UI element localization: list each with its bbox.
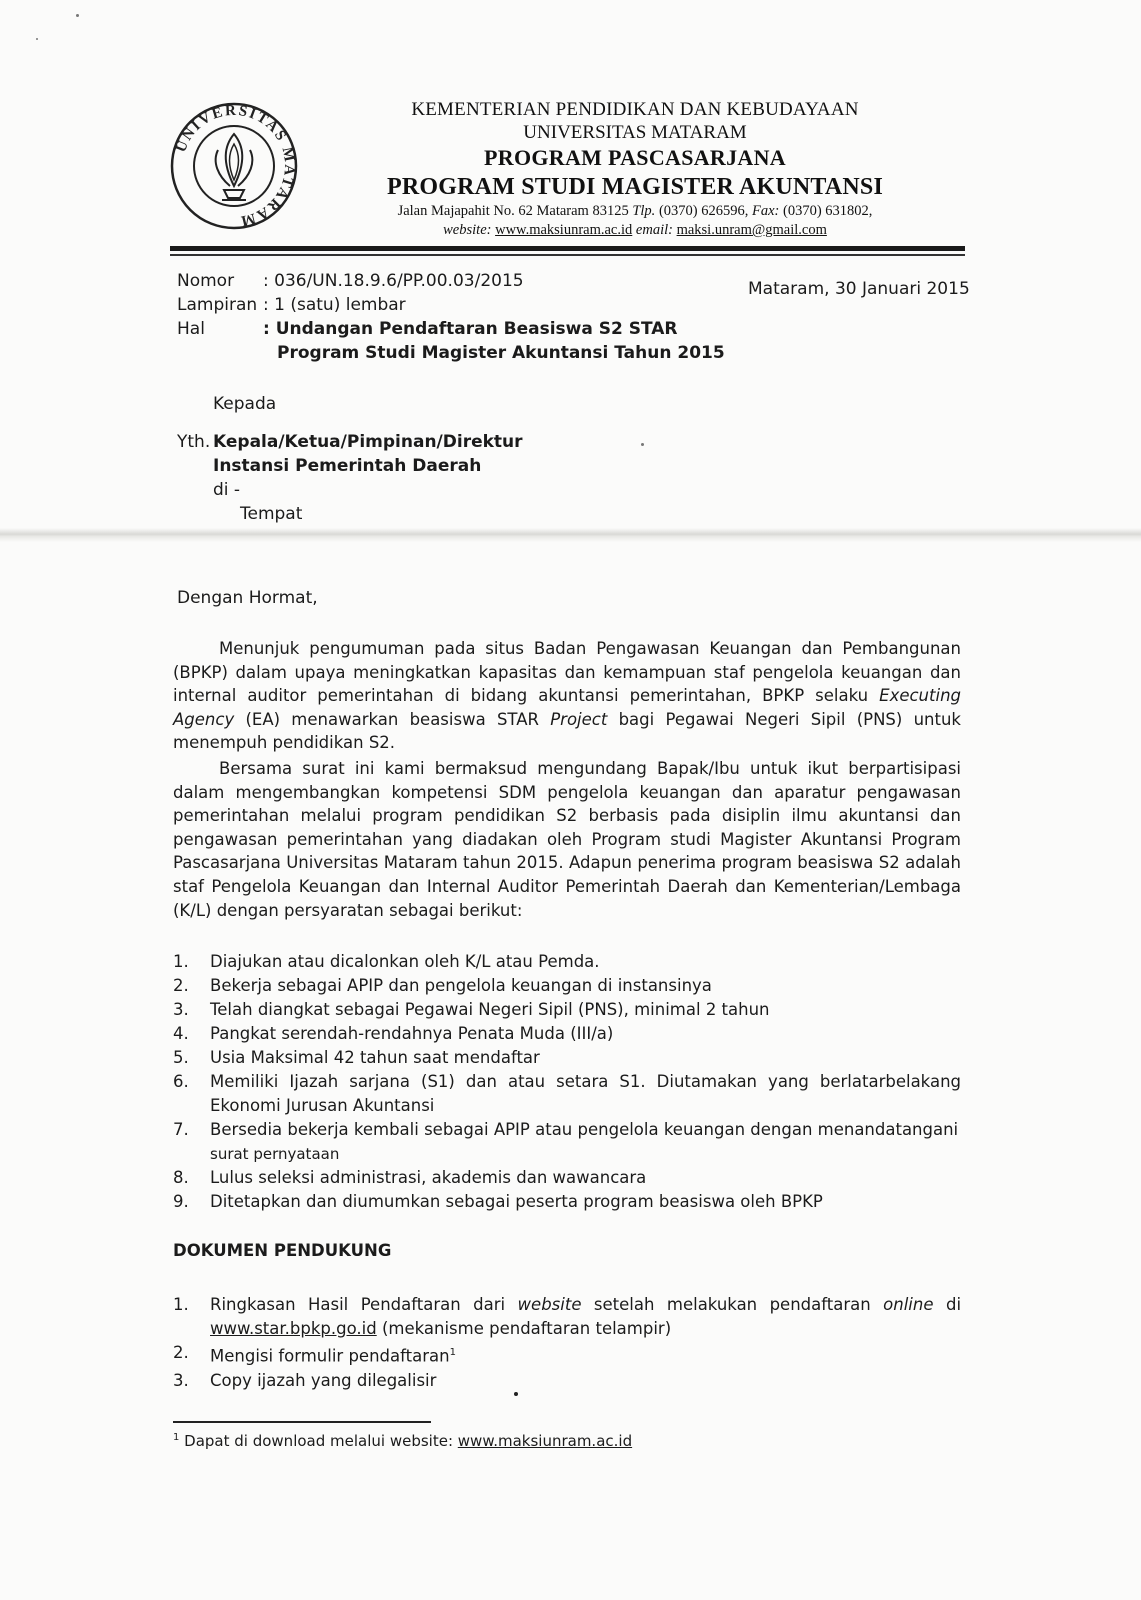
nomor-label: Nomor <box>177 271 235 291</box>
address-line <box>355 202 915 221</box>
p2-text: Bersama surat ini kami bermaksud mengundang Bapak/Ibu untuk ikut berpartisipasi dalam mengembangkan kompetensi SDM pengelola keuangan dan aparatur pengawasan pemerintahan melalui program pendidikan S2 berbasis pada disiplin ilmu akuntansi dan pengawasan pemerintahan yang diadakan oleh Program studi Magister Akuntansi Program Pascasarjana Universitas Mataram tahun 2015. Adapun penerima program beasiswa S2 adalah staf Pengelola Keuangan dan Internal Auditor Pemerintah Daerah dan Kementerian/Lembaga (K/L) dengan persyaratan sebagai berikut: <box>173 759 961 920</box>
tlp: (0370) 626596, <box>658 203 749 219</box>
list-item: 7. Bersedia bekerja kembali sebagai APIP atau pengelola keuangan dengan menandatangani surat pernyataan <box>173 1120 959 1163</box>
email-link[interactable]: maksi.unram@gmail.com <box>676 222 827 238</box>
kepada: Kepada <box>213 394 277 414</box>
scan-speck <box>641 443 644 446</box>
scan-speck <box>76 14 79 17</box>
contact-line <box>355 221 915 240</box>
recipient-place: Tempat <box>240 504 303 524</box>
lampiran-value: : 1 (satu) lembar <box>263 295 406 315</box>
email-label: email: <box>635 222 673 238</box>
list-item: 6. Memiliki Ijazah sarjana (S1) dan atau setara S1. Diutamakan yang berlatarbelakang Ekonomi Jurusan Akuntansi <box>173 1072 961 1115</box>
hal-value-line1: : Undangan Pendaftaran Beasiswa S2 STAR <box>263 319 678 339</box>
svg-text:UNIVERSITAS MATARAM: UNIVERSITAS MATARAM <box>173 102 298 230</box>
list-item: 5. Usia Maksimal 42 tahun saat mendaftar <box>173 1048 540 1067</box>
study-program-name: PROGRAM STUDI MAGISTER AKUNTANSI <box>386 174 883 200</box>
p1-text-executing-agency: Executing Agency <box>173 686 961 729</box>
letter-date: Mataram, 30 Januari 2015 <box>748 279 970 299</box>
yth: Yth. <box>177 432 211 452</box>
list-item: 1. Diajukan atau dicalonkan oleh K/L atau Pemda. <box>173 952 600 971</box>
footnote <box>173 1432 632 1450</box>
list-item: 4. Pangkat serendah-rendahnya Penata Muda (III/a) <box>173 1024 614 1043</box>
university-name: UNIVERSITAS MATARAM <box>523 122 747 143</box>
program-name: PROGRAM PASCASARJANA <box>484 145 786 170</box>
list-item: 8. Lulus seleksi administrasi, akademis dan wawancara <box>173 1168 647 1187</box>
documents-heading: DOKUMEN PENDUKUNG <box>173 1241 392 1260</box>
footnote-mark: 1 <box>173 1432 180 1443</box>
tlp-label: Tlp. <box>632 203 656 219</box>
website-link[interactable]: www.maksiunram.ac.id <box>495 222 633 238</box>
p1-text-a: Menunjuk pengumuman pada situs Badan Pengawasan Keuangan dan Pembangunan (BPKP) dalam upaya meningkatkan kapasitas dan kemampuan staf pengelola keuangan dan internal auditor pemerintahan di bidang akuntansi pemerintahan, BPKP selaku <box>173 639 961 706</box>
list-item: 2. Bekerja sebagai APIP dan pengelola keuangan di instansinya <box>173 976 712 995</box>
letterhead-divider-thin <box>170 254 965 256</box>
fax: (0370) 631802, <box>782 203 873 219</box>
university-seal-icon <box>168 100 300 232</box>
scan-speck <box>514 1392 518 1396</box>
fax-label: Fax: <box>751 203 780 219</box>
list-item: 3. Copy ijazah yang dilegalisir <box>173 1370 437 1390</box>
address: Jalan Majapahit No. 62 Mataram 83125 <box>397 203 629 219</box>
salutation: Dengan Hormat, <box>177 588 318 608</box>
paragraph-1 <box>173 637 961 755</box>
recipient-di: di - <box>213 480 241 500</box>
p1-text-c: (EA) menawarkan beasiswa STAR <box>245 709 539 729</box>
paper-fold-shadow <box>0 528 1141 542</box>
website-label: website: <box>443 222 492 238</box>
list-item: 3. Telah diangkat sebagai Pegawai Negeri Sipil (PNS), minimal 2 tahun <box>173 1000 770 1019</box>
letterhead-divider <box>170 246 965 251</box>
star-bpkp-link[interactable]: www.star.bpkp.go.id <box>210 1319 377 1338</box>
hal-label: Hal <box>177 319 205 339</box>
footnote-divider <box>173 1421 431 1423</box>
scan-speck <box>36 38 38 40</box>
list-item: 9. Ditetapkan dan diumumkan sebagai peserta program beasiswa oleh BPKP <box>173 1192 823 1211</box>
hal-value-line2: Program Studi Magister Akuntansi Tahun 2015 <box>277 343 725 363</box>
recipient-title: Kepala/Ketua/Pimpinan/Direktur <box>213 432 523 452</box>
list-item: 1. Ringkasan Hasil Pendaftaran dari website setelah melakukan pendaftaran online di www.star.bpkp.go.id (mekanisme pendaftaran telampir) <box>173 1295 962 1338</box>
footnote-text: Dapat di download melalui website: <box>184 1432 453 1450</box>
paragraph-2 <box>173 757 961 922</box>
documents-list <box>173 1293 961 1393</box>
requirements-list <box>173 950 961 1214</box>
footnote-link[interactable]: www.maksiunram.ac.id <box>457 1432 633 1450</box>
p1-text-project: Project <box>550 709 608 729</box>
ministry-name: KEMENTERIAN PENDIDIKAN DAN KEBUDAYAAN <box>411 99 859 120</box>
nomor-value: : 036/UN.18.9.6/PP.00.03/2015 <box>263 271 524 291</box>
p1-text-e: bagi Pegawai Negeri Sipil (PNS) untuk menempuh pendidikan S2. <box>173 709 961 753</box>
footnote-ref: 1 <box>449 1347 456 1358</box>
lampiran-label: Lampiran <box>177 295 258 315</box>
letterhead <box>355 98 915 240</box>
recipient-institution: Instansi Pemerintah Daerah <box>213 456 482 476</box>
list-item: 2. Mengisi formulir pendaftaran$^1$ <box>173 1343 456 1366</box>
